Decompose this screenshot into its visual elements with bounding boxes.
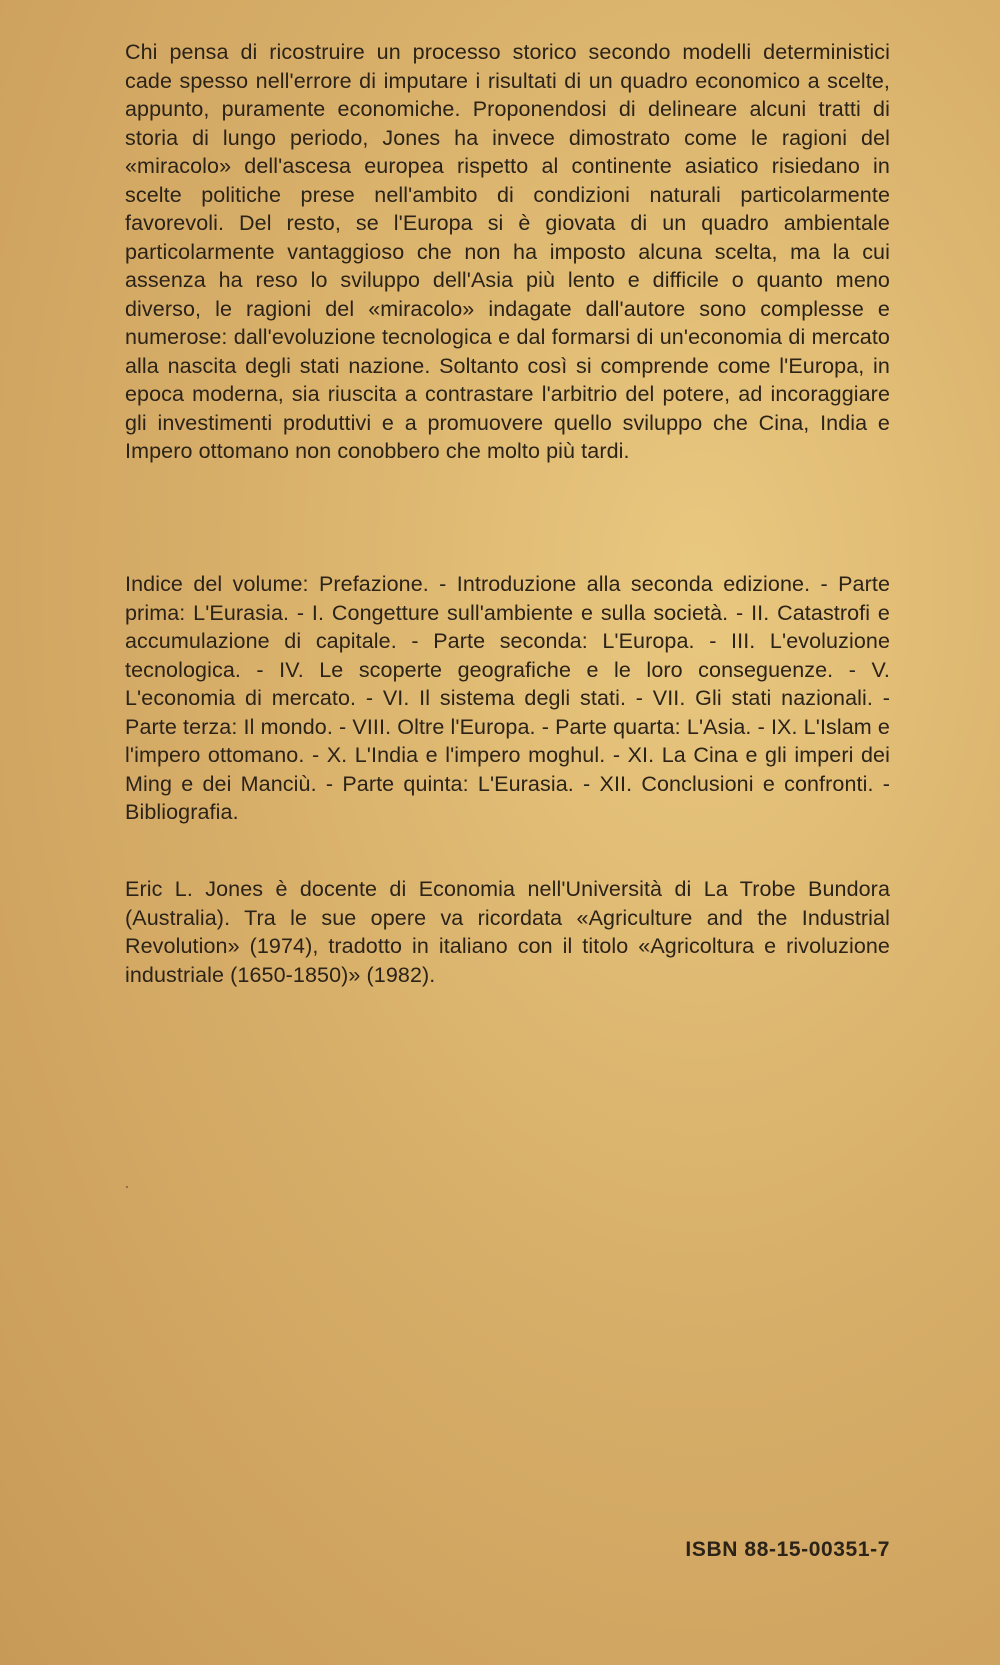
table-of-contents-paragraph: Indice del volume: Prefazione. - Introduzione alla seconda edizione. - Parte prima: L'Eurasia. - I. Congetture sull'ambiente e sulla società. - II. Catastrofi e accumulazione di capitale. - Parte seconda: L'Europa. - III. L'evoluzione tecnologica. - IV. Le scoperte geografiche e le loro conseguenze. - V. L'economia di mercato. - VI. Il sistema degli stati. - VII. Gli stati nazionali. - Parte terza: Il mondo. - VIII. Oltre l'Europa. - Parte quarta: L'Asia. - IX. L'Islam e l'impero ottomano. - X. L'India e l'impero moghul. - XI. La Cina e gli imperi dei Ming e dei Manciù. - Parte quinta: L'Eurasia. - XII. Conclusioni e confronti. - Bibliografia. xyxy=(125,572,890,824)
print-speck xyxy=(126,1186,128,1188)
blurb-paragraph: Chi pensa di ricostruire un processo storico secondo modelli deterministici cade spesso nell'errore di imputare i risultati di un quadro economico a scelte, appunto, puramente economiche. Proponendosi di delineare alcuni tratti di storia di lungo periodo, Jones ha invece dimostrato come le ragioni del «miracolo» dell'ascesa europea rispetto al continente asiatico risiedano in scelte politiche prese nell'ambito di condizioni naturali particolarmente favorevoli. Del resto, se l'Europa si è giovata di un quadro ambientale particolarmente vantaggioso che non ha imposto alcuna scelta, ma la cui assenza ha reso lo sviluppo dell'Asia più lento e difficile o quanto meno diverso, le ragioni del «miracolo» indagate dall'autore sono complesse e numerose: dall'evoluzione tecnologica e dal formarsi di un'economia di mercato alla nascita degli stati nazione. Soltanto così si comprende come l'Europa, in epoca moderna, sia riuscita a contrastare l'arbitrio del potere, ad incoraggiare gli investimenti produttivi e a promuovere quello sviluppo che Cina, India e Impero ottomano non conobbero che molto più tardi. xyxy=(125,40,890,463)
table-of-contents-section xyxy=(125,570,890,827)
blurb-section xyxy=(125,38,890,466)
author-bio-paragraph: Eric L. Jones è docente di Economia nell'Università di La Trobe Bundora (Australia). Tra le sue opere va ricordata «Agriculture and the Industrial Revolution» (1974), tradotto in italiano con il titolo «Agricoltura e rivoluzione industriale (1650-1850)» (1982). xyxy=(125,877,890,987)
isbn-code: ISBN 88-15-00351-7 xyxy=(685,1538,890,1561)
author-bio-section xyxy=(125,875,890,989)
